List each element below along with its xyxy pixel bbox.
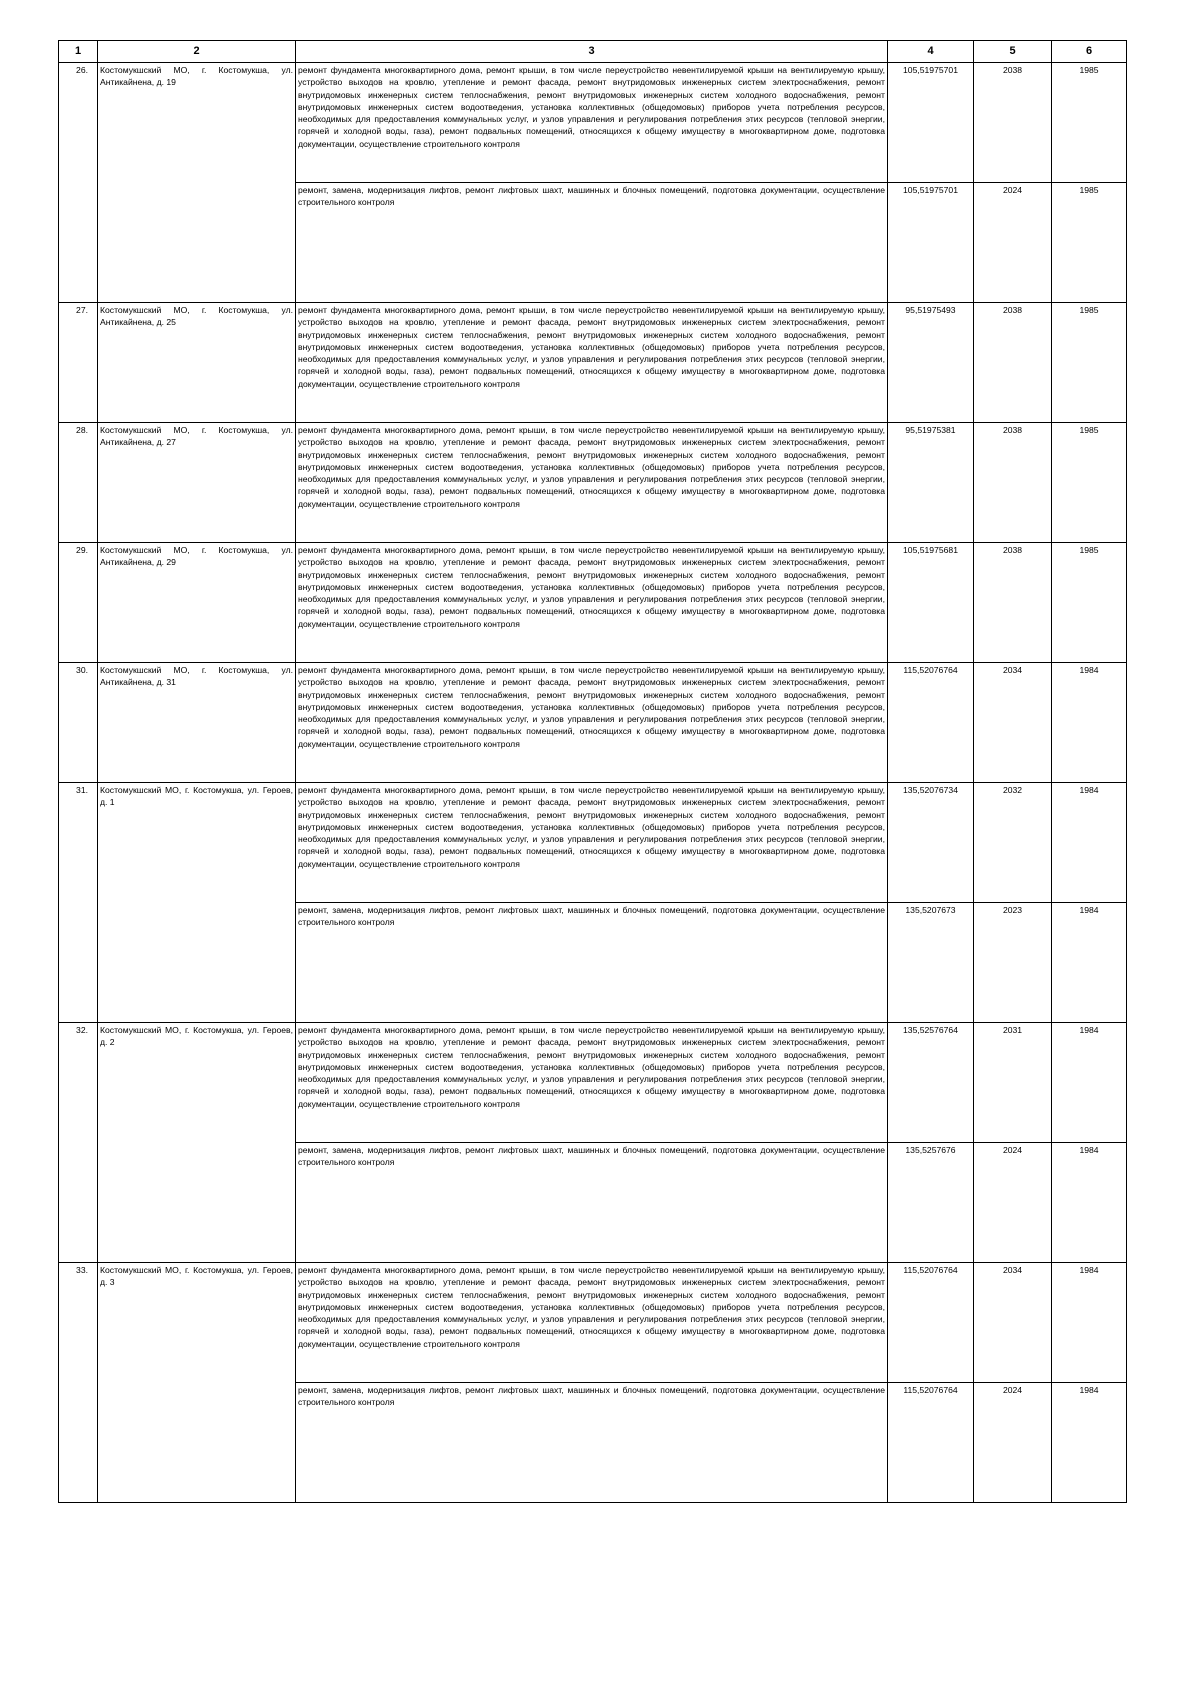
work-description: ремонт фундамента многоквартирного дома, ремонт крыши, в том числе переустройство невентилируемой крыши на вентилируемую крышу, устройство выходов на кровлю, утепление и ремонт фасада, ремонт внутридомовых инженерных систем электроснабжения, ремонт внутридомовых инженерных систем теплоснабжения, ремонт внутридомовых инженерных систем холодного водоснабжения, ремонт внутридомовых инженерных систем водоотведения, установка коллективных (общедомовых) приборов учета потребления ресурсов, необходимых для предоставления коммунальных услуг, и узлов управления и регулирования потребления этих ресурсов (тепловой энергии, горячей и холодной воды, газа), ремонт подвальных помещений, относящихся к общему имуществу в многоквартирном доме, подготовка документации, осуществление строительного контроля bbox=[296, 63, 888, 183]
work-description: ремонт фундамента многоквартирного дома, ремонт крыши, в том числе переустройство невентилируемой крыши на вентилируемую крышу, устройство выходов на кровлю, утепление и ремонт фасада, ремонт внутридомовых инженерных систем электроснабжения, ремонт внутридомовых инженерных систем теплоснабжения, ремонт внутридомовых инженерных систем холодного водоснабжения, ремонт внутридомовых инженерных систем водоотведения, установка коллективных (общедомовых) приборов учета потребления ресурсов, необходимых для предоставления коммунальных услуг, и узлов управления и регулирования потребления этих ресурсов (тепловой энергии, горячей и холодной воды, газа), ремонт подвальных помещений, относящихся к общему имуществу в многоквартирном доме, подготовка документации, осуществление строительного контроля bbox=[296, 303, 888, 423]
row-number: 26. bbox=[59, 63, 98, 303]
cost-value: 105,51975701 bbox=[888, 63, 974, 183]
work-description: ремонт фундамента многоквартирного дома, ремонт крыши, в том числе переустройство невентилируемой крыши на вентилируемую крышу, устройство выходов на кровлю, утепление и ремонт фасада, ремонт внутридомовых инженерных систем электроснабжения, ремонт внутридомовых инженерных систем теплоснабжения, ремонт внутридомовых инженерных систем холодного водоснабжения, ремонт внутридомовых инженерных систем водоотведения, установка коллективных (общедомовых) приборов учета потребления ресурсов, необходимых для предоставления коммунальных услуг, и узлов управления и регулирования потребления этих ресурсов (тепловой энергии, горячей и холодной воды, газа), ремонт подвальных помещений, относящихся к общему имуществу в многоквартирном доме, подготовка документации, осуществление строительного контроля bbox=[296, 1023, 888, 1143]
column-number-row bbox=[59, 41, 1127, 63]
planned-year: 2034 bbox=[974, 663, 1052, 783]
work-description: ремонт фундамента многоквартирного дома, ремонт крыши, в том числе переустройство невентилируемой крыши на вентилируемую крышу, устройство выходов на кровлю, утепление и ремонт фасада, ремонт внутридомовых инженерных систем электроснабжения, ремонт внутридомовых инженерных систем теплоснабжения, ремонт внутридомовых инженерных систем холодного водоснабжения, ремонт внутридомовых инженерных систем водоотведения, установка коллективных (общедомовых) приборов учета потребления ресурсов, необходимых для предоставления коммунальных услуг, и узлов управления и регулирования потребления этих ресурсов (тепловой энергии, горячей и холодной воды, газа), ремонт подвальных помещений, относящихся к общему имуществу в многоквартирном доме, подготовка документации, осуществление строительного контроля bbox=[296, 783, 888, 903]
work-description: ремонт, замена, модернизация лифтов, ремонт лифтовых шахт, машинных и блочных помещений, подготовка документации, осуществление строительного контроля bbox=[296, 183, 888, 303]
table-row bbox=[59, 783, 1127, 903]
table-row bbox=[59, 63, 1127, 183]
work-description: ремонт фундамента многоквартирного дома, ремонт крыши, в том числе переустройство невентилируемой крыши на вентилируемую крышу, устройство выходов на кровлю, утепление и ремонт фасада, ремонт внутридомовых инженерных систем электроснабжения, ремонт внутридомовых инженерных систем теплоснабжения, ремонт внутридомовых инженерных систем холодного водоснабжения, ремонт внутридомовых инженерных систем водоотведения, установка коллективных (общедомовых) приборов учета потребления ресурсов, необходимых для предоставления коммунальных услуг, и узлов управления и регулирования потребления этих ресурсов (тепловой энергии, горячей и холодной воды, газа), ремонт подвальных помещений, относящихся к общему имуществу в многоквартирном доме, подготовка документации, осуществление строительного контроля bbox=[296, 663, 888, 783]
building-address: Костомукшский МО, г. Костомукша, ул. Героев, д. 2 bbox=[98, 1023, 296, 1263]
building-address: Костомукшский МО, г. Костомукша, ул. Антикайнена, д. 27 bbox=[98, 423, 296, 543]
table-row bbox=[59, 1023, 1127, 1143]
planned-year: 2024 bbox=[974, 1383, 1052, 1503]
column-header: 1 bbox=[59, 41, 98, 63]
building-address: Костомукшский МО, г. Костомукша, ул. Героев, д. 1 bbox=[98, 783, 296, 1023]
cost-value: 105,51975701 bbox=[888, 183, 974, 303]
construction-year: 1985 bbox=[1052, 183, 1127, 303]
construction-year: 1984 bbox=[1052, 1383, 1127, 1503]
building-address: Костомукшский МО, г. Костомукша, ул. Антикайнена, д. 29 bbox=[98, 543, 296, 663]
work-description: ремонт, замена, модернизация лифтов, ремонт лифтовых шахт, машинных и блочных помещений, подготовка документации, осуществление строительного контроля bbox=[296, 1383, 888, 1503]
column-header: 5 bbox=[974, 41, 1052, 63]
row-number: 29. bbox=[59, 543, 98, 663]
planned-year: 2032 bbox=[974, 783, 1052, 903]
capital-repair-table bbox=[58, 40, 1127, 1503]
table-row bbox=[59, 1263, 1127, 1383]
building-address: Костомукшский МО, г. Костомукша, ул. Антикайнена, д. 19 bbox=[98, 63, 296, 303]
planned-year: 2023 bbox=[974, 903, 1052, 1023]
building-address: Костомукшский МО, г. Костомукша, ул. Антикайнена, д. 31 bbox=[98, 663, 296, 783]
table-row bbox=[59, 543, 1127, 663]
work-description: ремонт, замена, модернизация лифтов, ремонт лифтовых шахт, машинных и блочных помещений, подготовка документации, осуществление строительного контроля bbox=[296, 903, 888, 1023]
column-header: 2 bbox=[98, 41, 296, 63]
planned-year: 2024 bbox=[974, 183, 1052, 303]
planned-year: 2038 bbox=[974, 63, 1052, 183]
construction-year: 1984 bbox=[1052, 783, 1127, 903]
planned-year: 2038 bbox=[974, 303, 1052, 423]
work-description: ремонт фундамента многоквартирного дома, ремонт крыши, в том числе переустройство невентилируемой крыши на вентилируемую крышу, устройство выходов на кровлю, утепление и ремонт фасада, ремонт внутридомовых инженерных систем электроснабжения, ремонт внутридомовых инженерных систем теплоснабжения, ремонт внутридомовых инженерных систем холодного водоснабжения, ремонт внутридомовых инженерных систем водоотведения, установка коллективных (общедомовых) приборов учета потребления ресурсов, необходимых для предоставления коммунальных услуг, и узлов управления и регулирования потребления этих ресурсов (тепловой энергии, горячей и холодной воды, газа), ремонт подвальных помещений, относящихся к общему имуществу в многоквартирном доме, подготовка документации, осуществление строительного контроля bbox=[296, 543, 888, 663]
table-row bbox=[59, 423, 1127, 543]
cost-value: 135,5257676 bbox=[888, 1143, 974, 1263]
row-number: 32. bbox=[59, 1023, 98, 1263]
row-number: 28. bbox=[59, 423, 98, 543]
column-header: 6 bbox=[1052, 41, 1127, 63]
work-description: ремонт фундамента многоквартирного дома, ремонт крыши, в том числе переустройство невентилируемой крыши на вентилируемую крышу, устройство выходов на кровлю, утепление и ремонт фасада, ремонт внутридомовых инженерных систем электроснабжения, ремонт внутридомовых инженерных систем теплоснабжения, ремонт внутридомовых инженерных систем холодного водоснабжения, ремонт внутридомовых инженерных систем водоотведения, установка коллективных (общедомовых) приборов учета потребления ресурсов, необходимых для предоставления коммунальных услуг, и узлов управления и регулирования потребления этих ресурсов (тепловой энергии, горячей и холодной воды, газа), ремонт подвальных помещений, относящихся к общему имуществу в многоквартирном доме, подготовка документации, осуществление строительного контроля bbox=[296, 423, 888, 543]
construction-year: 1985 bbox=[1052, 63, 1127, 183]
cost-value: 105,51975681 bbox=[888, 543, 974, 663]
construction-year: 1985 bbox=[1052, 543, 1127, 663]
table-body bbox=[59, 63, 1127, 1503]
row-number: 27. bbox=[59, 303, 98, 423]
work-description: ремонт фундамента многоквартирного дома, ремонт крыши, в том числе переустройство невентилируемой крыши на вентилируемую крышу, устройство выходов на кровлю, утепление и ремонт фасада, ремонт внутридомовых инженерных систем электроснабжения, ремонт внутридомовых инженерных систем теплоснабжения, ремонт внутридомовых инженерных систем холодного водоснабжения, ремонт внутридомовых инженерных систем водоотведения, установка коллективных (общедомовых) приборов учета потребления ресурсов, необходимых для предоставления коммунальных услуг, и узлов управления и регулирования потребления этих ресурсов (тепловой энергии, горячей и холодной воды, газа), ремонт подвальных помещений, относящихся к общему имуществу в многоквартирном доме, подготовка документации, осуществление строительного контроля bbox=[296, 1263, 888, 1383]
planned-year: 2038 bbox=[974, 423, 1052, 543]
construction-year: 1984 bbox=[1052, 1023, 1127, 1143]
construction-year: 1984 bbox=[1052, 663, 1127, 783]
planned-year: 2031 bbox=[974, 1023, 1052, 1143]
planned-year: 2034 bbox=[974, 1263, 1052, 1383]
column-header: 3 bbox=[296, 41, 888, 63]
construction-year: 1985 bbox=[1052, 303, 1127, 423]
table-row bbox=[59, 303, 1127, 423]
row-number: 31. bbox=[59, 783, 98, 1023]
cost-value: 115,52076764 bbox=[888, 1383, 974, 1503]
cost-value: 95,51975493 bbox=[888, 303, 974, 423]
building-address: Костомукшский МО, г. Костомукша, ул. Героев, д. 3 bbox=[98, 1263, 296, 1503]
construction-year: 1984 bbox=[1052, 1263, 1127, 1383]
construction-year: 1984 bbox=[1052, 903, 1127, 1023]
work-description: ремонт, замена, модернизация лифтов, ремонт лифтовых шахт, машинных и блочных помещений, подготовка документации, осуществление строительного контроля bbox=[296, 1143, 888, 1263]
cost-value: 115,52076764 bbox=[888, 663, 974, 783]
cost-value: 135,5207673 bbox=[888, 903, 974, 1023]
cost-value: 135,52576764 bbox=[888, 1023, 974, 1143]
column-header: 4 bbox=[888, 41, 974, 63]
cost-value: 95,51975381 bbox=[888, 423, 974, 543]
table-row bbox=[59, 663, 1127, 783]
document-page bbox=[58, 40, 1126, 1503]
row-number: 33. bbox=[59, 1263, 98, 1503]
building-address: Костомукшский МО, г. Костомукша, ул. Антикайнена, д. 25 bbox=[98, 303, 296, 423]
cost-value: 135,52076734 bbox=[888, 783, 974, 903]
construction-year: 1985 bbox=[1052, 423, 1127, 543]
planned-year: 2038 bbox=[974, 543, 1052, 663]
construction-year: 1984 bbox=[1052, 1143, 1127, 1263]
cost-value: 115,52076764 bbox=[888, 1263, 974, 1383]
planned-year: 2024 bbox=[974, 1143, 1052, 1263]
row-number: 30. bbox=[59, 663, 98, 783]
